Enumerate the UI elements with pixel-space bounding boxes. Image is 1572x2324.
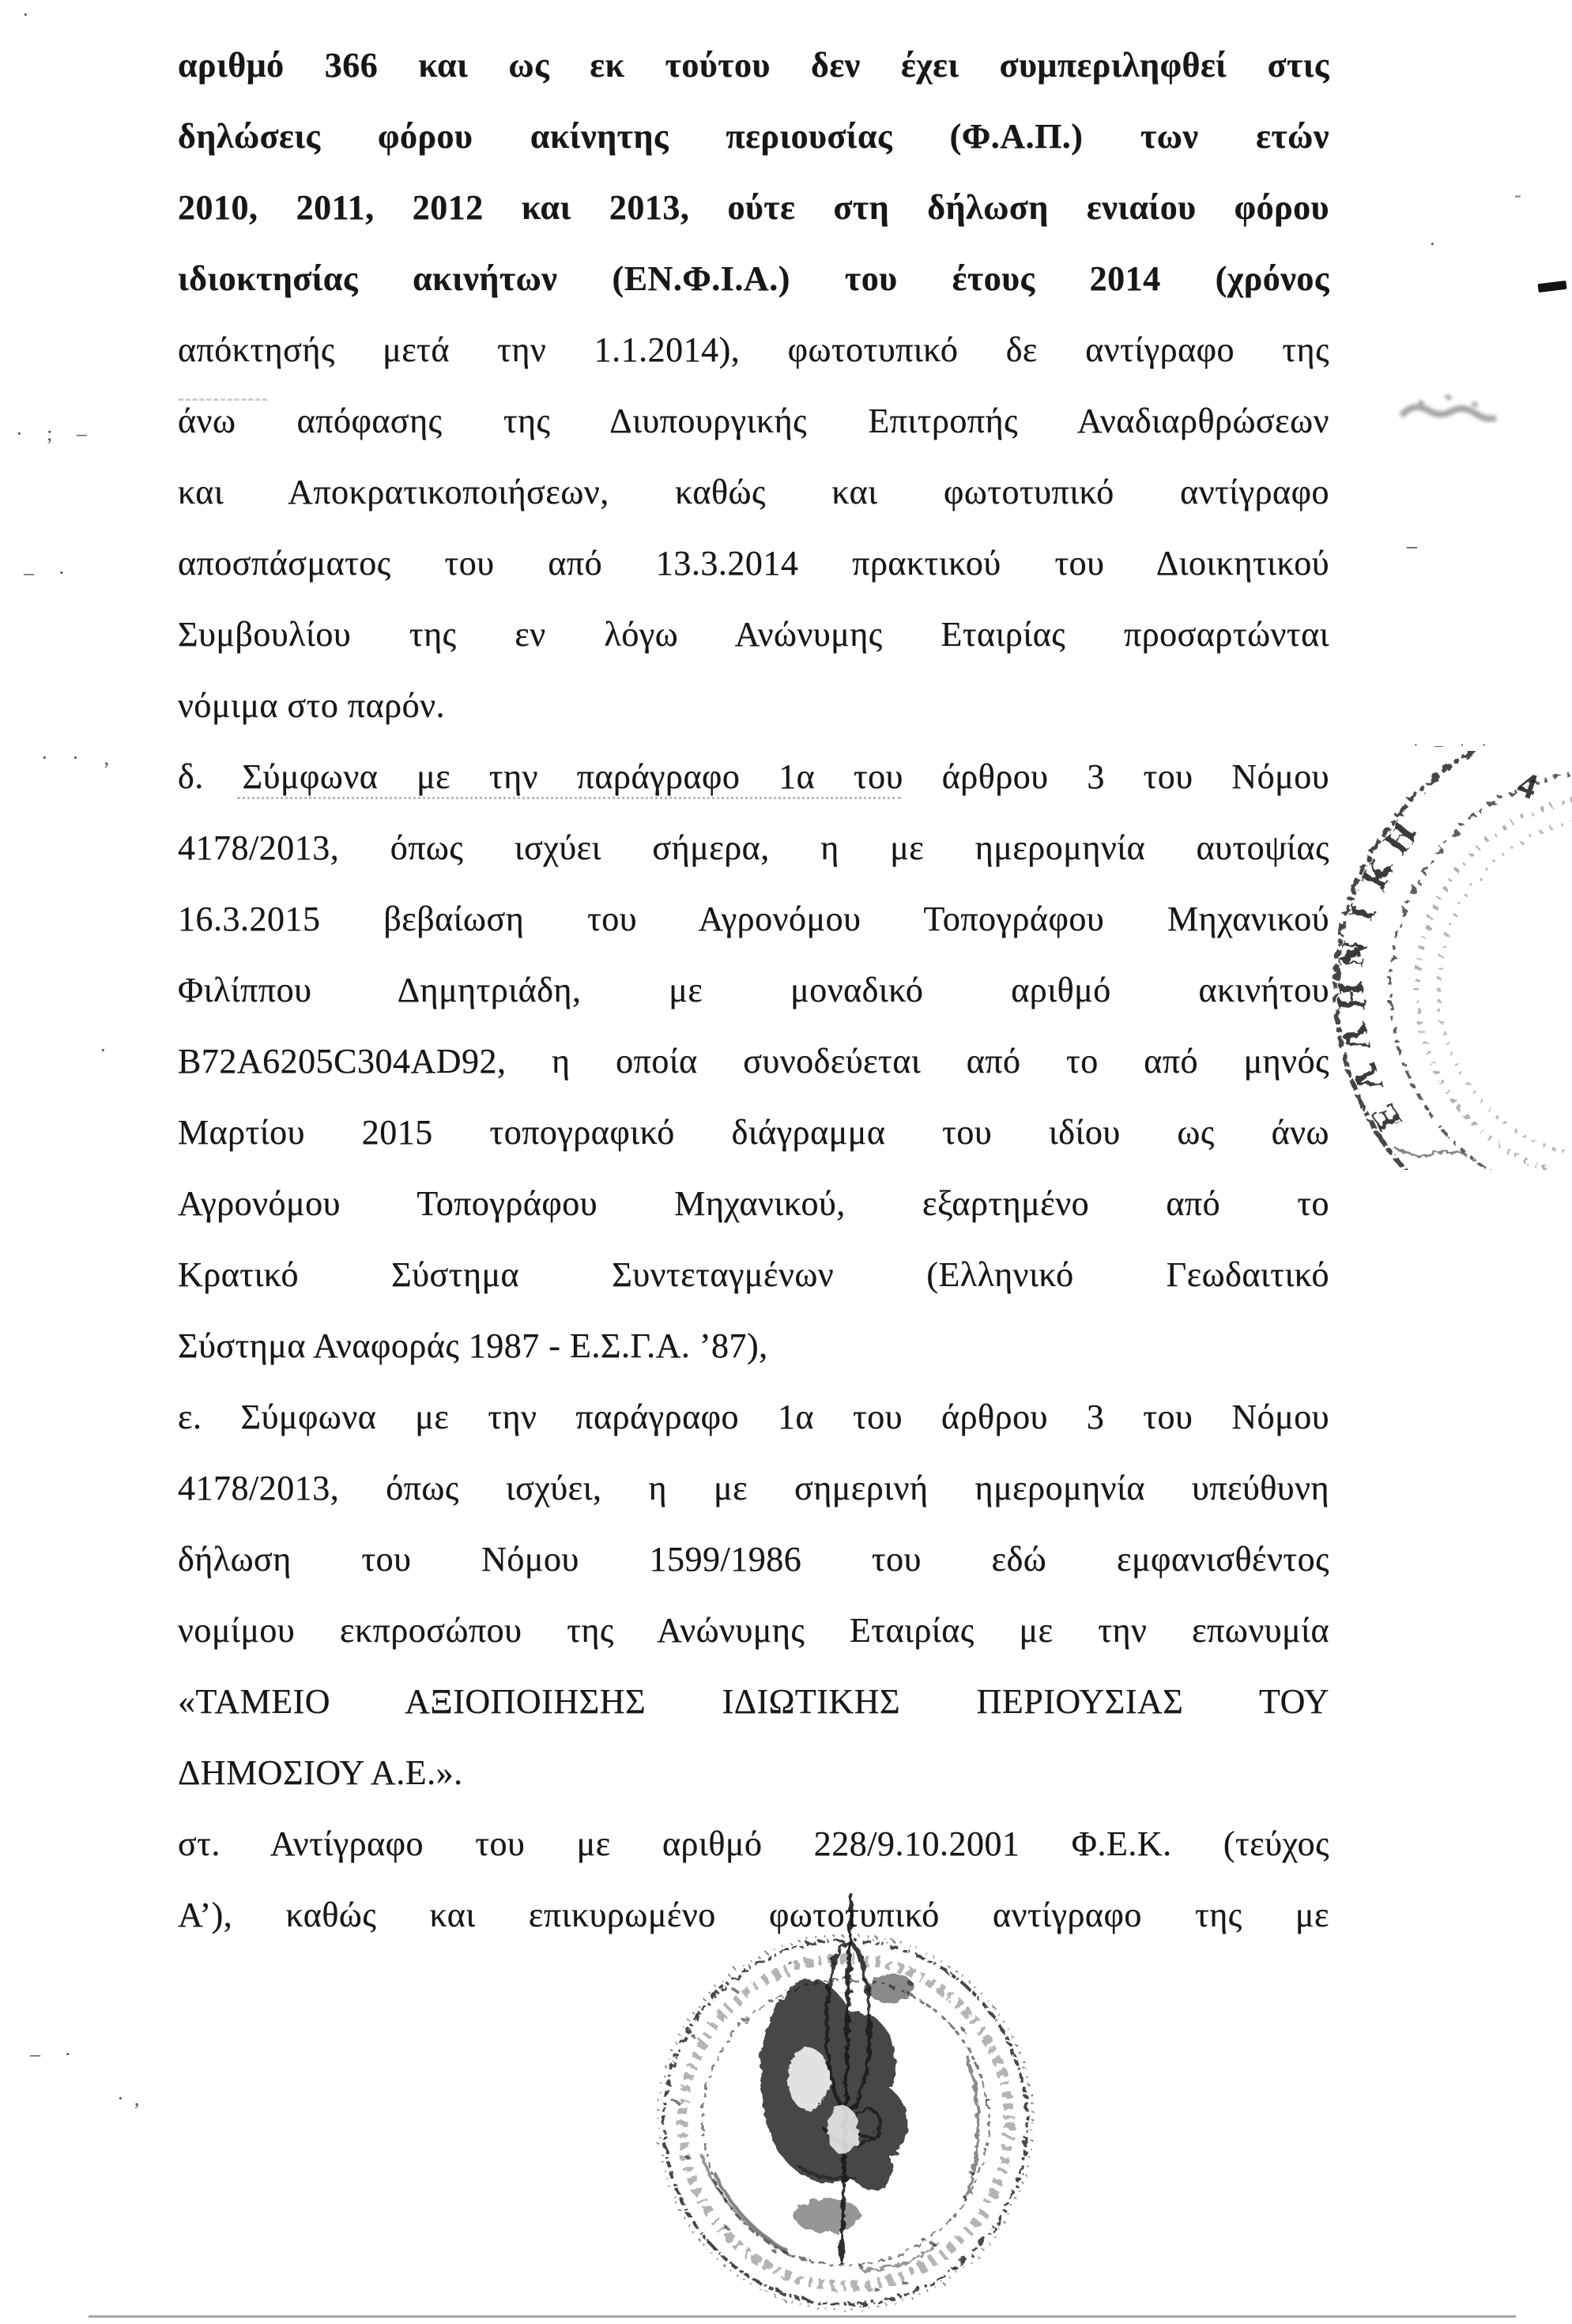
text-line: δήλωση του Νόμου 1599/1986 του εδώ εμφανισθέντος bbox=[178, 1540, 1329, 1579]
text-line: Συμβουλίου της εν λόγω Ανώνυμης Εταιρίας προσαρτώνται bbox=[178, 615, 1329, 654]
scan-speck: – · bbox=[24, 561, 75, 584]
scan-ink-dash bbox=[1537, 281, 1566, 292]
text-line: δ. Σύμφωνα με την παράγραφο 1α του άρθρου 3 του Νόμου bbox=[178, 757, 1329, 796]
notary-stamp bbox=[597, 1893, 1087, 2324]
seal-arc-letter: Ν bbox=[1331, 938, 1375, 970]
text-line: νομίμου εκπροσώπου της Ανώνυμης Εταιρίας με την επωνυμία bbox=[178, 1611, 1329, 1650]
text-line: ΔΗΜΟΣΙΟΥ Α.Ε.». bbox=[178, 1753, 463, 1792]
text-line: νόμιμα στο παρόν. bbox=[178, 686, 445, 725]
seal-arc-letter: Κ bbox=[1353, 851, 1403, 896]
seal-arc-letter: Ε bbox=[1362, 1096, 1409, 1137]
scan-speck: – bbox=[1407, 534, 1427, 557]
text-block bbox=[178, 30, 1329, 1951]
text-line: 4178/2013, όπως ισχύει, η με σημερινή ημερομηνία υπεύθυνη bbox=[178, 1469, 1329, 1507]
seal-arc-text bbox=[1331, 814, 1425, 1137]
scan-edge-line bbox=[89, 2315, 1516, 2318]
text-line: Σύστημα Αναφοράς 1987 - Ε.Σ.Γ.Α. ’87), bbox=[178, 1326, 768, 1365]
scan-speck: · bbox=[1429, 232, 1446, 255]
scan-noise-overline bbox=[179, 398, 267, 401]
stamp-emblem bbox=[760, 1974, 914, 2233]
seal-arc-letter: Λ bbox=[1344, 1059, 1391, 1098]
scan-speck: ·‚ bbox=[117, 2087, 150, 2110]
scan-noise-underline bbox=[237, 797, 901, 799]
text-line: αποσπάσματος του από 13.3.2014 πρακτικού του Διοικητικού bbox=[178, 544, 1329, 583]
text-line: 4178/2013, όπως ισχύει σήμερα, η με ημερομηνία αυτοψίας bbox=[178, 828, 1329, 867]
smudge-stroke bbox=[1401, 407, 1496, 419]
seal-arc-letter: Η bbox=[1374, 814, 1425, 862]
text-line: δηλώσεις φόρου ακίνητης περιουσίας (Φ.Α.Π.) των ετών bbox=[178, 117, 1329, 156]
ink-smudge bbox=[1395, 386, 1506, 441]
state-seal-partial bbox=[1265, 751, 1572, 1170]
text-line: B72A6205C304AD92, η οποία συνοδεύεται από το από μηνός bbox=[178, 1042, 1329, 1081]
text-line: Μαρτίου 2015 τοπογραφικό διάγραμμα του ιδίου ως άνω bbox=[178, 1113, 1329, 1152]
text-line: στ. Αντίγραφο του με αριθμό 228/9.10.2001 Φ.Ε.Κ. (τεύχος bbox=[178, 1824, 1329, 1863]
seal-arc-letter: Η bbox=[1330, 981, 1372, 1011]
seal-stray-mark: 4 bbox=[1512, 763, 1543, 808]
scan-speck: · – · · bbox=[1413, 737, 1493, 754]
seal-arc-letter: Λ bbox=[1333, 1021, 1378, 1055]
text-line: «ΤΑΜΕΙΟ ΑΞΙΟΠΟΙΗΣΗΣ ΙΔΙΩΤΙΚΗΣ ΠΕΡΙΟΥΣΙΑΣ ΤΟΥ bbox=[178, 1682, 1329, 1721]
text-line: Κρατικό Σύστημα Συντεταγμένων (Ελληνικό Γεωδαιτικό bbox=[178, 1255, 1329, 1294]
scan-speck: · bbox=[22, 3, 39, 26]
scan-speck: · ; – bbox=[16, 422, 96, 445]
text-line: απόκτησής μετά την 1.1.2014), φωτοτυπικό δε αντίγραφο της bbox=[178, 330, 1329, 369]
scan-speck: ‐ bbox=[1514, 183, 1531, 206]
text-line: άνω απόφασης της Διυπουργικής Επιτροπής Αναδιαρθρώσεων bbox=[178, 402, 1329, 440]
text-line: Αγρονόμου Τοπογράφου Μηχανικού, εξαρτημένο από το bbox=[178, 1184, 1329, 1223]
smudge-dots bbox=[1419, 396, 1477, 406]
scan-speck: – · bbox=[30, 2043, 81, 2066]
text-line: 16.3.2015 βεβαίωση του Αγρονόμου Τοπογράφου Μηχανικού bbox=[178, 900, 1329, 938]
text-line: 2010, 2011, 2012 και 2013, ούτε στη δήλωση ενιαίου φόρου bbox=[178, 188, 1329, 227]
squiggle-below-seal bbox=[1395, 1148, 1468, 1156]
text-line: ιδιοκτησίας ακινήτων (ΕΝ.Φ.Ι.Α.) του έτους 2014 (χρόνος bbox=[178, 259, 1329, 298]
scan-speck: · · ‚ bbox=[41, 746, 119, 769]
scan-speck: · bbox=[100, 1039, 116, 1062]
text-line: και Αποκρατικοποιήσεων, καθώς και φωτοτυπικό αντίγραφο bbox=[178, 473, 1329, 511]
text-line: Α’), καθώς και επικυρωμένο φωτοτυπικό αντίγραφο της με bbox=[178, 1896, 1329, 1934]
text-line: αριθμό 366 και ως εκ τούτου δεν έχει συμπεριληφθεί στις bbox=[178, 46, 1329, 85]
text-line: Φιλίππου Δημητριάδη, με μοναδικό αριθμό ακινήτου bbox=[178, 971, 1329, 1009]
seal-arc-letter: Ι bbox=[1340, 900, 1384, 926]
text-line: ε. Σύμφωνα με την παράγραφο 1α του άρθρου 3 του Νόμου bbox=[178, 1398, 1329, 1436]
